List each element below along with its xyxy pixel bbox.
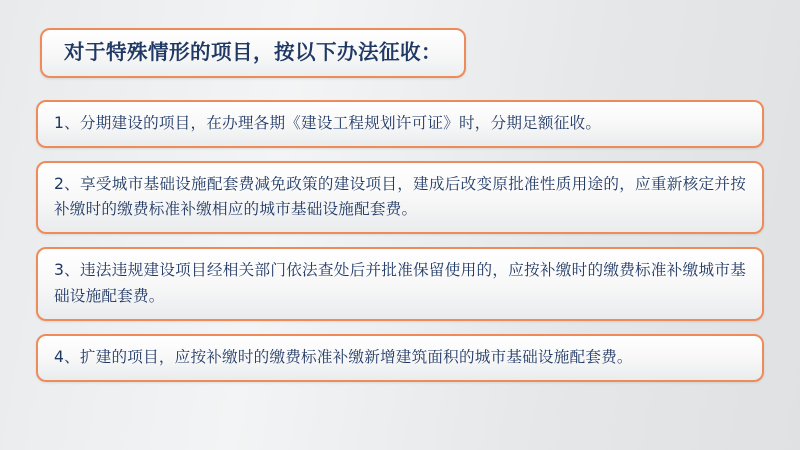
content-item-3-text: 3、违法违规建设项目经相关部门依法查处后并批准保留使用的，应按补缴时的缴费标准补缴城市基础设施配套费。 xyxy=(54,261,746,305)
content-item-4 xyxy=(36,334,764,382)
content-item-1-text: 1、分期建设的项目，在办理各期《建设工程规划许可证》时，分期足额征收。 xyxy=(54,113,602,132)
content-item-list xyxy=(36,100,764,383)
content-item-3 xyxy=(36,247,764,321)
content-item-2-text: 2、享受城市基础设施配套费减免政策的建设项目，建成后改变原批准性质用途的，应重新核定并按补缴时的缴费标准补缴相应的城市基础设施配套费。 xyxy=(54,174,746,219)
content-item-2 xyxy=(36,161,764,235)
content-item-1 xyxy=(36,100,764,148)
content-item-4-text: 4、扩建的项目，应按补缴时的缴费标准补缴新增建筑面积的城市基础设施配套费。 xyxy=(54,347,633,366)
page-title: 对于特殊情形的项目，按以下办法征收： xyxy=(64,40,442,64)
title-callout-box xyxy=(40,28,466,78)
